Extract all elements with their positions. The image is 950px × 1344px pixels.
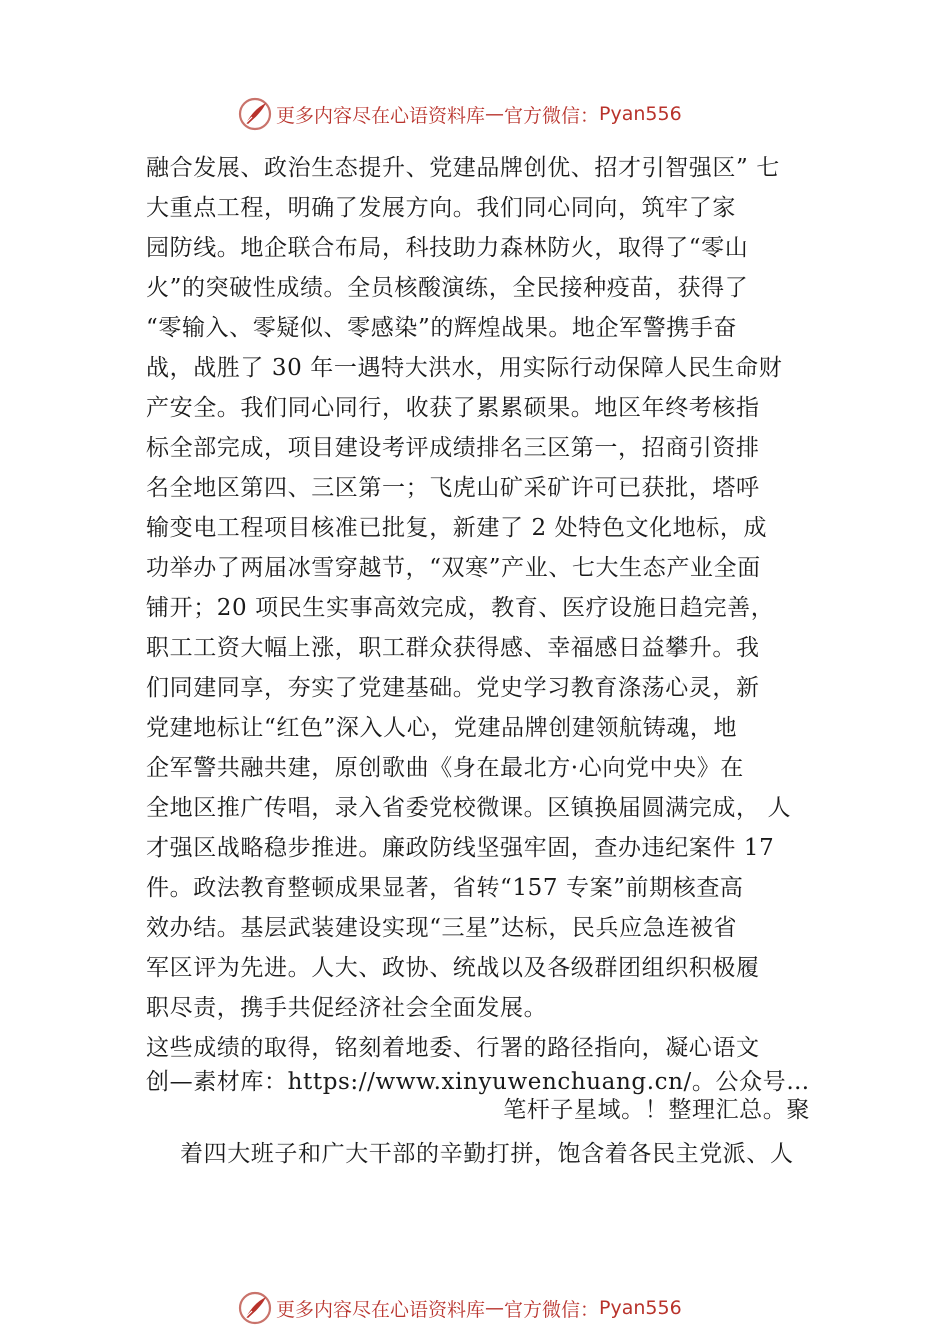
body-line: 军区评为先进。人大、政协、统战以及各级群团组织积极履 <box>146 955 760 981</box>
body-line: 全地区推广传唱，录入省委党校微课。区镇换届圆满完成， 人 <box>146 795 792 821</box>
body-line: 党建地标让“红色”深入人心，党建品牌创建领航铸魂，地 <box>146 715 738 741</box>
body-line: 标全部完成，项目建设考评成绩排名三区第一，招商引资排 <box>146 435 760 461</box>
body-line: 们同建同享，夯实了党建基础。党史学习教育涤荡心灵，新 <box>146 675 760 701</box>
body-line: 产安全。我们同心同行，收获了累累硕果。地区年终考核指 <box>146 395 760 421</box>
header-main-text: 更多内容尽在心语资料库 <box>276 104 486 127</box>
body-line: 职尽责，携手共促经济社会全面发展。 <box>146 995 548 1021</box>
body-line-watermark: 笔杆子星域。！整理汇总。聚 <box>503 1097 810 1123</box>
footer-main-text: 更多内容尽在心语资料库 <box>276 1298 486 1321</box>
body-line: 大重点工程，明确了发展方向。我们同心同向，筑牢了家 <box>146 195 736 221</box>
body-line: 这些成绩的取得，铭刻着地委、行署的路径指向，凝心语文 <box>146 1035 760 1061</box>
footer-wechat-label: 官方微信： <box>504 1298 600 1321</box>
header-wechat-label: 官方微信： <box>504 104 600 127</box>
document-body <box>146 148 810 1174</box>
body-line: “零输入、零疑似、零感染”的辉煌战果。地企军警携手奋 <box>146 315 738 341</box>
body-line: 融合发展、政治生态提升、党建品牌创优、招才引智强区” 七 <box>146 155 780 181</box>
quill-logo-icon <box>238 97 272 131</box>
body-line: 铺开；20 项民生实事高效完成，教育、医疗设施日趋完善， <box>146 595 775 621</box>
header-banner <box>238 96 682 132</box>
body-line: 输变电工程项目核准已批复，新建了 2 处特色文化地标，成 <box>146 515 768 541</box>
header-separator: — <box>485 103 505 125</box>
footer-wechat-id: Pyan556 <box>599 1297 682 1319</box>
footer-banner <box>238 1290 682 1326</box>
body-line: 战，战胜了 30 年一遇特大洪水，用实际行动保障人民生命财 <box>146 355 783 381</box>
body-line: 功举办了两届冰雪穿越节，“双寒”产业、七大生态产业全面 <box>146 555 761 581</box>
body-line: 名全地区第四、三区第一；飞虎山矿采矿许可已获批，塔呼 <box>146 475 760 501</box>
body-line: 才强区战略稳步推进。廉政防线坚强牢固，查办违纪案件 17 <box>146 835 775 861</box>
body-line-watermark: 创—素材库：https://www.xinyuwenchuang.cn/。公众号… <box>146 1069 810 1095</box>
body-line: 件。政法教育整顿成果显著，省转“157 专案”前期核查高 <box>146 875 744 901</box>
body-line: 园防线。地企联合布局，科技助力森林防火，取得了“零山 <box>146 235 749 261</box>
body-line: 职工工资大幅上涨，职工群众获得感、幸福感日益攀升。我 <box>146 635 760 661</box>
body-line: 火”的突破性成绩。全员核酸演练，全民接种疫苗，获得了 <box>146 275 749 301</box>
body-line: 企军警共融共建，原创歌曲《身在最北方·心向党中央》在 <box>146 755 744 781</box>
header-wechat-id: Pyan556 <box>599 103 682 125</box>
body-line: 效办结。基层武装建设实现“三星”达标，民兵应急连被省 <box>146 915 738 941</box>
body-line: 着四大班子和广大干部的辛勤打拼，饱含着各民主党派、人 <box>180 1141 794 1167</box>
footer-separator: — <box>485 1297 505 1319</box>
quill-logo-icon <box>238 1291 272 1325</box>
